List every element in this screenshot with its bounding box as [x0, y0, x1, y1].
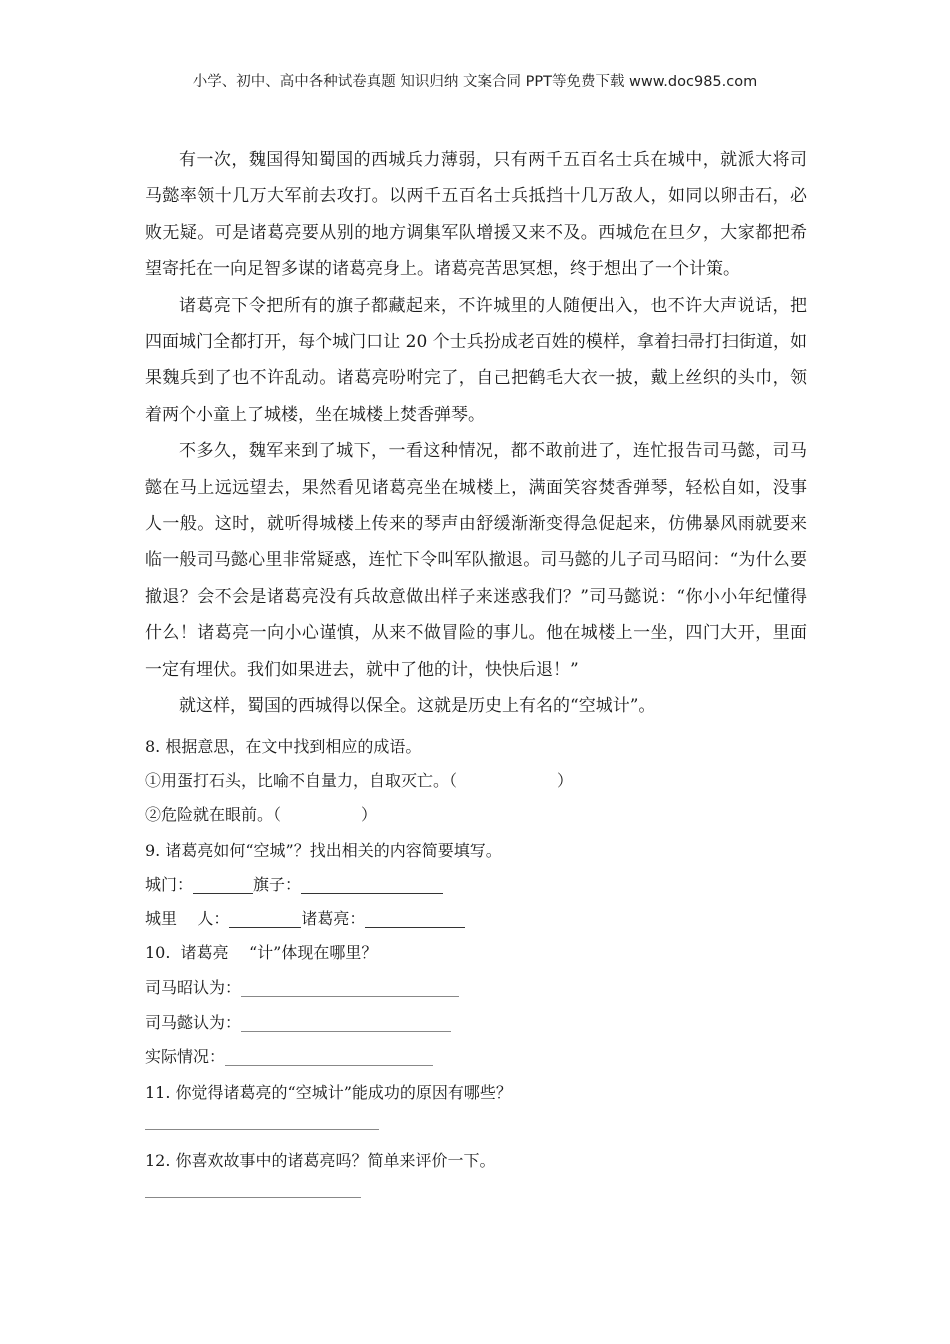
question-10: 10. 诸葛亮 “计”体现在哪里？ — [145, 943, 378, 962]
question-10-row-3 — [145, 1044, 433, 1067]
answer-blank-sima-zhao[interactable] — [241, 978, 459, 997]
label-sima-zhao: 司马昭认为： — [145, 978, 242, 997]
answer-blank-flag[interactable] — [301, 875, 443, 894]
close-paren: ） — [361, 805, 378, 824]
answer-blank-gate[interactable] — [193, 875, 253, 894]
passage-paragraph-1: 有一次，魏国得知蜀国的西城兵力薄弱，只有两千五百名士兵在城中，就派大将司马懿率领十几万大军前去攻打。以两千五百名士兵抵挡十几万敌人，如同以卵击石，必败无疑。可是诸葛亮要从别的地方调集军队增援又来不及。西城危在旦夕，大家都把希望寄托在一向足智多谋的诸葛亮身上。诸葛亮苦思冥想，终于想出了一个计策。 — [145, 150, 807, 280]
answer-blank-zhuge[interactable] — [365, 909, 465, 928]
answer-blank-people[interactable] — [229, 909, 301, 928]
answer-line-11[interactable] — [145, 1129, 379, 1130]
label-actual: 实际情况： — [145, 1047, 226, 1066]
label-gate: 城门： — [145, 875, 194, 894]
passage — [145, 142, 807, 725]
answer-line-12[interactable] — [145, 1197, 361, 1198]
label-people: 城里 人： — [145, 909, 230, 928]
question-9-row-2 — [145, 906, 465, 929]
close-paren: ） — [557, 771, 574, 790]
answer-blank-actual[interactable] — [225, 1047, 433, 1066]
question-8-item-1-text: ①用蛋打石头，比喻不自量力，自取灭亡。（ — [145, 771, 458, 790]
question-8-item-2-text: ②危险就在眼前。（ — [145, 805, 282, 824]
question-10-row-2 — [145, 1010, 451, 1033]
question-9-row-1 — [145, 872, 443, 895]
passage-paragraph-2: 诸葛亮下令把所有的旗子都藏起来，不许城里的人随便出入，也不许大声说话，把四面城门全都打开，每个城门口让 20 个士兵扮成老百姓的模样，拿着扫帚打扫街道，如果魏兵到了也不许乱动。诸葛亮吩咐完了，自己把鹤毛大衣一披，戴上丝织的头巾，领着两个小童上了城楼，坐在城楼上焚香弹琴。 — [145, 295, 807, 425]
label-zhuge: 诸葛亮： — [301, 909, 366, 928]
passage-paragraph-3: 不多久，魏军来到了城下，一看这种情况，都不敢前进了，连忙报告司马懿，司马懿在马上远远望去，果然看见诸葛亮坐在城楼上，满面笑容焚香弹琴，轻松自如，没事人一般。这时，就听得城楼上传来的琴声由舒缓渐渐变得急促起来，仿佛暴风雨就要来临一般司马懿心里非常疑惑，连忙下令叫军队撤退。司马懿的儿子司马昭问：“为什么要撤退？会不会是诸葛亮没有兵故意做出样子来迷惑我们？”司马懿说：“你小小年纪懂得什么！诸葛亮一向小心谨慎，从来不做冒险的事儿。他在城楼上一坐，四门大开，里面一定有埋伏。我们如果进去，就中了他的计，快快后退！” — [145, 441, 807, 680]
question-8-item-1 — [145, 768, 573, 791]
answer-blank-sima-yi[interactable] — [241, 1013, 451, 1032]
question-8-item-2 — [145, 802, 377, 825]
question-8: 8. 根据意思，在文中找到相应的成语。 — [145, 737, 422, 756]
label-sima-yi: 司马懿认为： — [145, 1013, 242, 1032]
page-header: 小学、初中、高中各种试卷真题 知识归纳 文案合同 PPT等免费下载 www.doc985.com — [192, 74, 758, 90]
question-10-row-1 — [145, 975, 459, 998]
passage-paragraph-4: 就这样，蜀国的西城得以保全。这就是历史上有名的“空城计”。 — [179, 696, 656, 717]
question-12: 12. 你喜欢故事中的诸葛亮吗？简单来评价一下。 — [145, 1151, 496, 1170]
question-11: 11. 你觉得诸葛亮的“空城计”能成功的原因有哪些？ — [145, 1083, 512, 1102]
question-9: 9. 诸葛亮如何“空城”？找出相关的内容简要填写。 — [145, 841, 502, 860]
label-flag: 旗子： — [253, 875, 302, 894]
